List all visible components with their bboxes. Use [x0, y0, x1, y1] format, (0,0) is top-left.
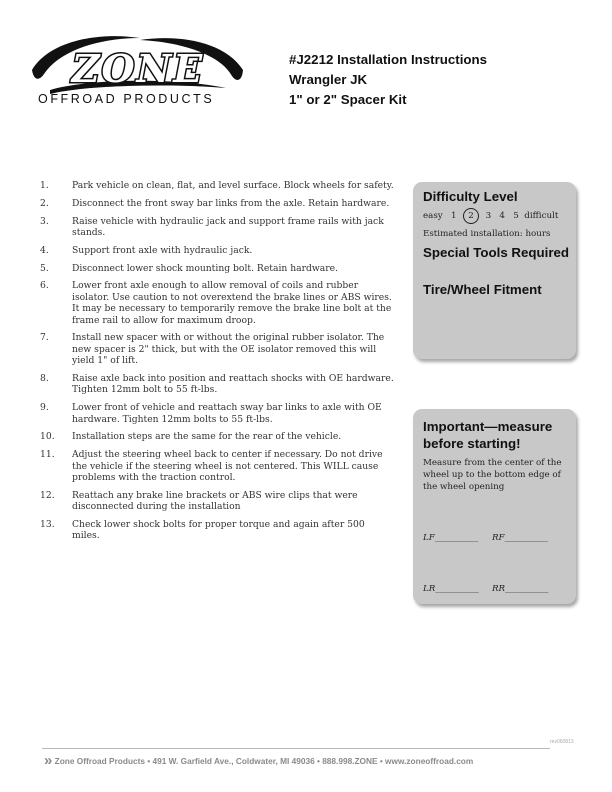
doc-kit: 1" or 2" Spacer Kit [289, 92, 407, 107]
step-number: 13. [40, 519, 55, 531]
measure-lf-field: LF__________ [423, 533, 479, 543]
step-number: 6. [40, 280, 49, 292]
step-item [40, 332, 395, 366]
footer-divider [42, 748, 550, 749]
step-text: Raise axle back into position and reattach shocks with OE hardware. Tighten 12mm bolt to 55 ft-lbs. [72, 373, 394, 396]
step-number: 5. [40, 262, 49, 274]
difficulty-level-5: 5 [513, 211, 519, 221]
logo-wordmark: ZONE [71, 46, 205, 91]
step-number: 2. [40, 197, 49, 209]
step-number: 4. [40, 244, 49, 256]
special-tools-title: Special Tools Required [423, 245, 570, 260]
logo-subtitle: OFFROAD PRODUCTS [38, 92, 215, 106]
step-item [40, 180, 395, 191]
step-item [40, 198, 395, 209]
step-text: Adjust the steering wheel back to center if necessary. Do not drive the vehicle if the steering wheel is not centered. This WILL cause problems with the traction control. [72, 449, 383, 484]
difficulty-scale [423, 208, 558, 224]
doc-header [289, 50, 487, 110]
measure-rf-field: RF__________ [492, 533, 549, 543]
difficulty-title: Difficulty Level [423, 189, 518, 204]
step-text: Raise vehicle with hydraulic jack and support frame rails with jack stands. [72, 215, 384, 238]
difficulty-level-3: 3 [485, 211, 492, 221]
step-number: 10. [40, 431, 55, 443]
measure-title [423, 418, 552, 452]
step-text: Check lower shock bolts for proper torque and again after 500 miles. [72, 519, 365, 542]
step-number: 11. [40, 449, 55, 461]
step-text: Lower front axle enough to allow removal of coils and rubber isolator. Use caution to not overextend the brake lines or ABS wires. It may be necessary to temporarily remove the brake line bolt at the frame rail to allow for maximum droop. [72, 280, 392, 326]
step-text: Disconnect lower shock mounting bolt. Retain hardware. [72, 262, 338, 274]
step-number: 7. [40, 332, 49, 344]
step-item [40, 431, 395, 442]
step-text: Installation steps are the same for the rear of the vehicle. [72, 431, 342, 443]
step-text: Reattach any brake line brackets or ABS wire clips that were disconnected during the installation [72, 489, 358, 513]
step-item [40, 216, 395, 239]
measure-rr-field: RR__________ [492, 584, 549, 594]
step-number: 8. [40, 373, 49, 385]
measure-title-line2: before starting! [423, 436, 521, 451]
step-text: Support front axle with hydraulic jack. [72, 244, 253, 256]
difficulty-difficult-label: difficult [524, 211, 559, 221]
step-text: Lower front of vehicle and reattach sway bar links to axle with OE hardware. Tighten 12mm bolts to 55 ft-lbs. [72, 402, 382, 425]
installation-steps [40, 180, 395, 548]
difficulty-level-2-selected: 2 [463, 208, 479, 224]
step-item [40, 245, 395, 256]
step-item [40, 373, 395, 396]
difficulty-panel [413, 182, 576, 359]
doc-vehicle: Wrangler JK [289, 72, 368, 87]
measure-title-line1: Important—measure [423, 419, 553, 434]
footer-text: Zone Offroad Products • 491 W. Garfield Ave., Coldwater, MI 49036 • 888.998.ZONE • www.zoneoffroad.com [54, 756, 474, 766]
step-number: 3. [40, 215, 49, 227]
measure-lr-field: LR__________ [423, 584, 479, 594]
measure-description: Measure from the center of the wheel up to the bottom edge of the wheel opening [423, 458, 562, 492]
difficulty-level-1: 1 [450, 211, 457, 221]
step-number: 9. [40, 402, 49, 414]
step-text: Disconnect the front sway bar links from the axle. Retain hardware. [72, 197, 390, 209]
footer [44, 752, 473, 769]
step-text: Install new spacer with or without the original rubber isolator. The new spacer is 2" thick, but with the OE isolator removed this will yield 1" of lift. [72, 332, 385, 367]
measure-panel [413, 409, 576, 604]
step-item [40, 263, 395, 274]
step-text: Park vehicle on clean, flat, and level surface. Block wheels for safety. [72, 180, 394, 191]
step-item [40, 402, 395, 425]
step-item [40, 490, 395, 513]
revision-code: rev060813 [550, 739, 574, 745]
step-number: 1. [40, 180, 49, 191]
difficulty-easy-label: easy [423, 211, 443, 221]
tire-wheel-fitment-title: Tire/Wheel Fitment [423, 282, 542, 297]
difficulty-level-4: 4 [499, 211, 505, 221]
step-number: 12. [40, 489, 55, 501]
step-item [40, 280, 395, 326]
doc-title: #J2212 Installation Instructions [289, 52, 488, 67]
step-item [40, 519, 395, 542]
estimated-installation: Estimated installation: hours [423, 229, 551, 239]
step-item [40, 449, 395, 483]
footer-arrow-icon: » [44, 752, 53, 769]
